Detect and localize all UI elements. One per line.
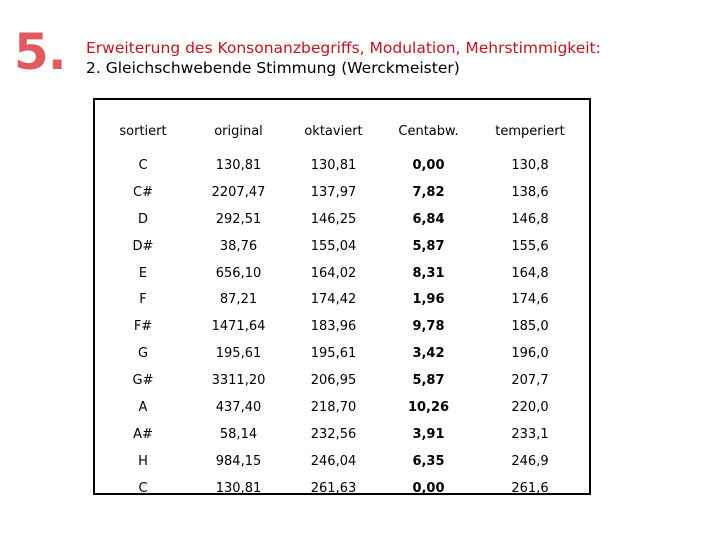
cell-oktaviert: 206,95 bbox=[310, 373, 357, 389]
cell-centabw: 1,96 bbox=[412, 292, 445, 308]
table-row bbox=[95, 179, 584, 206]
slide-subtitle: 2. Gleichschwebende Stimmung (Werckmeister) bbox=[86, 59, 460, 77]
cell-centabw: 0,00 bbox=[412, 157, 445, 173]
table-header-row bbox=[95, 124, 584, 152]
cell-temperiert: 146,8 bbox=[511, 211, 549, 227]
cell-note: C# bbox=[133, 184, 153, 200]
cell-original: 437,40 bbox=[215, 399, 262, 415]
cell-centabw: 3,91 bbox=[412, 426, 445, 442]
cell-note: C bbox=[138, 480, 148, 496]
cell-oktaviert: 232,56 bbox=[310, 426, 357, 442]
cell-note: G bbox=[137, 346, 149, 362]
table-row bbox=[95, 260, 584, 287]
cell-oktaviert: 137,97 bbox=[310, 184, 357, 200]
cell-original: 292,51 bbox=[215, 211, 262, 227]
cell-note: A# bbox=[133, 426, 153, 442]
cell-centabw: 6,84 bbox=[412, 211, 445, 227]
header-temperiert: temperiert bbox=[495, 124, 565, 139]
table-row bbox=[95, 152, 584, 179]
table-row bbox=[95, 313, 584, 340]
cell-temperiert: 196,0 bbox=[511, 346, 549, 362]
cell-temperiert: 207,7 bbox=[511, 373, 549, 389]
cell-note: A bbox=[138, 399, 148, 415]
cell-oktaviert: 146,25 bbox=[310, 211, 357, 227]
cell-original: 130,81 bbox=[215, 480, 262, 496]
cell-temperiert: 130,8 bbox=[511, 157, 549, 173]
table-row bbox=[95, 367, 584, 394]
cell-original: 87,21 bbox=[219, 292, 258, 308]
slide-heading bbox=[86, 38, 601, 78]
cell-original: 195,61 bbox=[215, 346, 262, 362]
table-row bbox=[95, 206, 584, 233]
cell-centabw: 9,78 bbox=[412, 319, 445, 335]
cell-temperiert: 233,1 bbox=[511, 426, 549, 442]
cell-original: 130,81 bbox=[215, 157, 262, 173]
tuning-table bbox=[95, 124, 584, 502]
cell-original: 984,15 bbox=[215, 453, 262, 469]
cell-oktaviert: 246,04 bbox=[310, 453, 357, 469]
cell-temperiert: 174,6 bbox=[511, 292, 549, 308]
table-row bbox=[95, 475, 584, 502]
cell-original: 38,76 bbox=[219, 238, 258, 254]
cell-note: G# bbox=[132, 373, 154, 389]
cell-temperiert: 185,0 bbox=[511, 319, 549, 335]
cell-original: 2207,47 bbox=[211, 184, 266, 200]
cell-temperiert: 155,6 bbox=[511, 238, 549, 254]
cell-oktaviert: 261,63 bbox=[310, 480, 357, 496]
table-row bbox=[95, 340, 584, 367]
cell-note: F# bbox=[133, 319, 153, 335]
table-row bbox=[95, 286, 584, 313]
cell-temperiert: 138,6 bbox=[511, 184, 549, 200]
cell-centabw: 7,82 bbox=[412, 184, 445, 200]
table-row bbox=[95, 233, 584, 260]
cell-centabw: 5,87 bbox=[412, 373, 445, 389]
cell-note: C bbox=[138, 157, 148, 173]
cell-original: 3311,20 bbox=[211, 373, 266, 389]
cell-oktaviert: 155,04 bbox=[310, 238, 357, 254]
cell-centabw: 8,31 bbox=[412, 265, 445, 281]
table-row bbox=[95, 394, 584, 421]
cell-temperiert: 246,9 bbox=[511, 453, 549, 469]
cell-note: E bbox=[138, 265, 148, 281]
cell-centabw: 10,26 bbox=[407, 399, 450, 415]
cell-original: 58,14 bbox=[219, 426, 258, 442]
cell-oktaviert: 174,42 bbox=[310, 292, 357, 308]
table-body bbox=[95, 152, 584, 502]
cell-centabw: 6,35 bbox=[412, 453, 445, 469]
cell-oktaviert: 183,96 bbox=[310, 319, 357, 335]
cell-temperiert: 261,6 bbox=[511, 480, 549, 496]
cell-original: 656,10 bbox=[215, 265, 262, 281]
cell-centabw: 0,00 bbox=[412, 480, 445, 496]
cell-original: 1471,64 bbox=[211, 319, 266, 335]
cell-temperiert: 220,0 bbox=[511, 399, 549, 415]
slide-title: Erweiterung des Konsonanzbegriffs, Modulation, Mehrstimmigkeit: bbox=[86, 39, 601, 57]
header-oktaviert: oktaviert bbox=[304, 124, 363, 139]
cell-note: F bbox=[139, 292, 147, 308]
cell-centabw: 5,87 bbox=[412, 238, 445, 254]
cell-oktaviert: 130,81 bbox=[310, 157, 357, 173]
cell-centabw: 3,42 bbox=[412, 346, 445, 362]
header-original: original bbox=[214, 124, 263, 139]
header-sortiert: sortiert bbox=[119, 124, 167, 139]
cell-note: H bbox=[138, 453, 148, 469]
table-row bbox=[95, 448, 584, 475]
cell-oktaviert: 218,70 bbox=[310, 399, 357, 415]
header-centabw: Centabw. bbox=[398, 124, 459, 139]
cell-note: D# bbox=[132, 238, 154, 254]
table-row bbox=[95, 421, 584, 448]
section-number: 5. bbox=[14, 23, 66, 81]
cell-temperiert: 164,8 bbox=[511, 265, 549, 281]
cell-note: D bbox=[137, 211, 148, 227]
cell-oktaviert: 195,61 bbox=[310, 346, 357, 362]
cell-oktaviert: 164,02 bbox=[310, 265, 357, 281]
